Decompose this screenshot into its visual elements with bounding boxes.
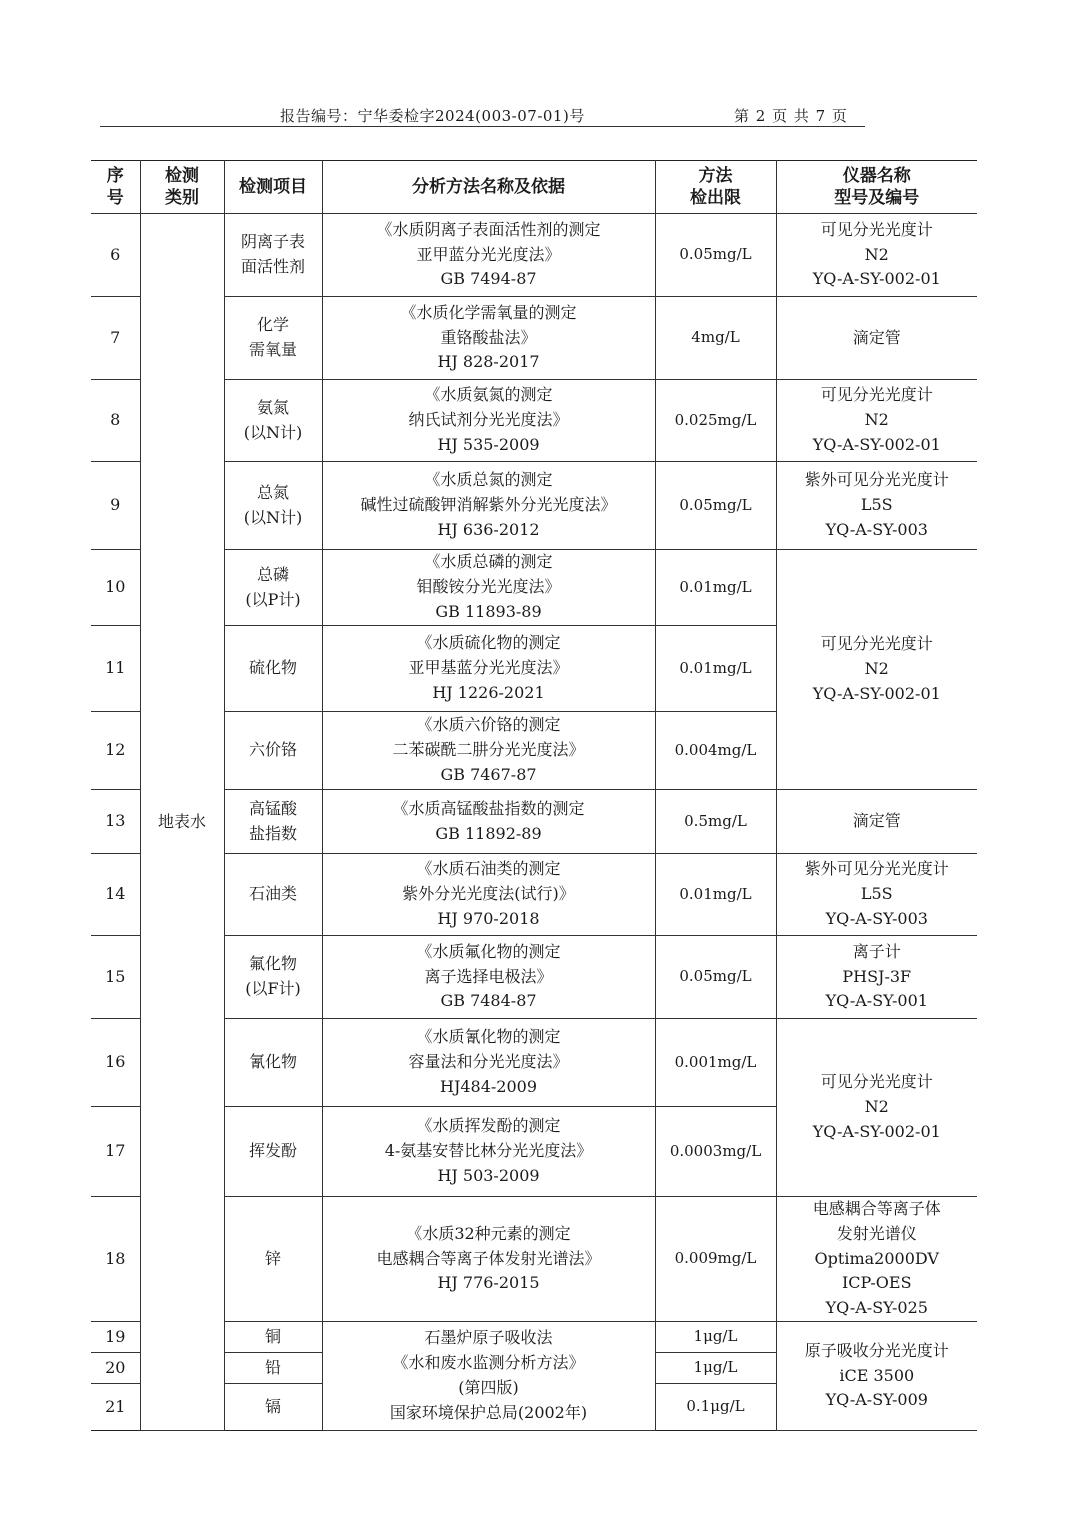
cell-method-line: 钼酸铵分光光度法》	[416, 577, 561, 597]
cell-item-line: 需氧量	[248, 340, 297, 359]
cell-limit: 0.009mg/L	[655, 1197, 776, 1322]
cell-item	[224, 854, 322, 936]
cell-no: 6	[91, 214, 140, 297]
cell-method-line: 4-氨基安替比林分光光度法》	[384, 1141, 593, 1161]
col-header-instrument-line: 仪器名称	[842, 165, 911, 186]
cell-item-line: 硫化物	[248, 658, 297, 678]
cell-instrument-line: YQ-A-SY-002-01	[812, 1121, 941, 1141]
cell-no: 8	[91, 380, 140, 462]
cell-category: 地表水	[140, 214, 224, 1431]
cell-no: 13	[91, 790, 140, 854]
cell-method	[322, 214, 655, 297]
cell-limit: 1μg/L	[655, 1352, 776, 1383]
cell-instrument-line: 滴定管	[852, 811, 901, 831]
cell-method-line: GB 11893-89	[435, 601, 542, 621]
col-header-item: 检测项目	[224, 161, 322, 214]
cell-item-line: 氟化物	[248, 954, 297, 974]
cell-item-line: 铅	[264, 1357, 281, 1377]
cell-instrument	[776, 790, 977, 854]
cell-item-line: 铜	[264, 1326, 281, 1346]
test-methods-table	[91, 160, 977, 1431]
table-row	[91, 214, 977, 297]
cell-item-line: 盐指数	[248, 823, 297, 843]
table-row	[91, 462, 977, 550]
cell-instrument-line: 发射光谱仪	[836, 1223, 917, 1243]
cell-method-line: 《水质总氮的测定	[424, 470, 553, 490]
cell-method	[322, 790, 655, 854]
cell-no: 20	[91, 1352, 140, 1383]
cell-instrument-line: 离子计	[852, 941, 901, 961]
cell-method-line: 亚甲蓝分光光度法》	[416, 244, 561, 264]
cell-item-line: 面活性剂	[240, 257, 305, 276]
cell-item	[224, 214, 322, 297]
col-header-no-line: 序	[106, 165, 124, 186]
cell-method-line: HJ 970-2018	[437, 908, 540, 928]
cell-limit: 0.0003mg/L	[655, 1107, 776, 1197]
cell-method-line: HJ 828-2017	[437, 352, 540, 372]
cell-item	[224, 462, 322, 550]
cell-instrument-line: N2	[864, 244, 889, 264]
cell-item-line: 氰化物	[248, 1052, 297, 1072]
col-header-instrument	[776, 161, 977, 214]
cell-no: 17	[91, 1107, 140, 1197]
cell-method-line: 电感耦合等离子体发射光谱法》	[376, 1248, 601, 1268]
table-row	[91, 790, 977, 854]
col-header-no	[91, 161, 140, 214]
cell-instrument	[776, 380, 977, 462]
cell-method-line: 亚甲基蓝分光光度法》	[408, 658, 569, 678]
cell-instrument	[776, 550, 977, 790]
cell-method-line: 离子选择电极法》	[424, 966, 553, 986]
cell-instrument-line: 电感耦合等离子体	[812, 1199, 941, 1218]
cell-method	[322, 854, 655, 936]
cell-instrument	[776, 462, 977, 550]
cell-item	[224, 626, 322, 712]
cell-instrument-line: YQ-A-SY-025	[825, 1298, 928, 1318]
cell-instrument-line: 滴定管	[852, 327, 901, 347]
cell-method-line: 纳氏试剂分光光度法》	[408, 410, 569, 430]
cell-instrument-line: 紫外可见分光光度计	[804, 470, 949, 490]
col-header-category	[140, 161, 224, 214]
cell-limit: 0.1μg/L	[655, 1383, 776, 1430]
page-indicator: 第 2 页 共 7 页	[734, 107, 848, 125]
header-row	[91, 161, 977, 214]
cell-instrument-line: PHSJ-3F	[842, 966, 912, 986]
col-header-limit	[655, 161, 776, 214]
col-header-no-line: 号	[106, 188, 124, 208]
cell-method-line: 国家环境保护总局(2002年)	[389, 1402, 588, 1422]
cell-instrument-line: Optima2000DV	[814, 1248, 939, 1268]
report-number: 报告编号：宁华委检字2024(003-07-01)号	[280, 107, 585, 125]
table-row	[91, 1019, 977, 1107]
cell-item	[224, 712, 322, 790]
cell-item-line: (以P计)	[245, 589, 301, 609]
report-header	[100, 104, 865, 127]
cell-item-line: 锌	[264, 1248, 281, 1268]
cell-limit: 0.001mg/L	[655, 1019, 776, 1107]
cell-item-line: 六价铬	[248, 740, 297, 760]
cell-method-line: HJ 535-2009	[437, 434, 540, 454]
cell-method-line: 紫外分光光度法(试行)》	[402, 884, 575, 904]
cell-method-line: 《水质氟化物的测定	[416, 941, 561, 961]
cell-instrument-line: 原子吸收分光光度计	[804, 1340, 949, 1360]
cell-instrument	[776, 936, 977, 1019]
cell-method-line: GB 7494-87	[440, 269, 537, 289]
cell-method	[322, 1321, 655, 1430]
cell-method	[322, 380, 655, 462]
cell-limit: 0.05mg/L	[655, 462, 776, 550]
cell-method-line: 《水质32种元素的测定	[406, 1223, 571, 1243]
cell-instrument-line: 可见分光光度计	[820, 219, 933, 239]
cell-method-line: 《水质六价铬的测定	[416, 715, 561, 735]
cell-item	[224, 1352, 322, 1383]
cell-method-line: 《水质高锰酸盐指数的测定	[392, 798, 585, 818]
cell-method-line: 重铬酸盐法》	[440, 327, 537, 347]
cell-method-line: HJ 776-2015	[437, 1273, 540, 1293]
col-header-instrument-line: 型号及编号	[834, 188, 920, 208]
cell-instrument	[776, 854, 977, 936]
cell-item	[224, 380, 322, 462]
table-row	[91, 1197, 977, 1322]
col-header-limit-line: 检出限	[690, 188, 741, 208]
cell-method-line: 《水质氰化物的测定	[416, 1027, 561, 1047]
cell-method-line: HJ 636-2012	[437, 519, 540, 539]
cell-method	[322, 1197, 655, 1322]
cell-item	[224, 550, 322, 626]
cell-instrument	[776, 1321, 977, 1430]
cell-item	[224, 1019, 322, 1107]
cell-method-line: HJ 503-2009	[437, 1165, 540, 1185]
cell-item	[224, 1107, 322, 1197]
cell-method-line: 《水质阴离子表面活性剂的测定	[376, 219, 601, 239]
table-row	[91, 1321, 977, 1352]
table-row	[91, 550, 977, 626]
col-header-category-line: 检测	[165, 165, 199, 186]
cell-limit: 0.5mg/L	[655, 790, 776, 854]
cell-no: 14	[91, 854, 140, 936]
cell-method-line: GB 7467-87	[440, 764, 537, 784]
cell-item-line: 化学	[256, 315, 289, 335]
cell-instrument-line: iCE 3500	[839, 1365, 915, 1385]
cell-instrument-line: N2	[864, 1097, 889, 1117]
cell-method-line: 碱性过硫酸钾消解紫外分光光度法》	[360, 495, 617, 515]
cell-method	[322, 462, 655, 550]
cell-instrument-line: YQ-A-SY-002-01	[812, 269, 941, 289]
cell-method	[322, 712, 655, 790]
cell-instrument-line: YQ-A-SY-003	[825, 519, 928, 539]
cell-item	[224, 297, 322, 380]
cell-no: 12	[91, 712, 140, 790]
col-header-category-line: 类别	[165, 188, 199, 208]
cell-limit: 0.025mg/L	[655, 380, 776, 462]
cell-item	[224, 1321, 322, 1352]
cell-instrument-line: YQ-A-SY-003	[825, 908, 928, 928]
cell-item-line: 总氮	[256, 482, 289, 502]
cell-item-line: 石油类	[248, 884, 297, 904]
cell-item-line: 挥发酚	[248, 1141, 297, 1161]
cell-item	[224, 1383, 322, 1430]
cell-limit: 0.05mg/L	[655, 936, 776, 1019]
cell-limit: 0.05mg/L	[655, 214, 776, 297]
cell-instrument-line: 紫外可见分光光度计	[804, 859, 949, 879]
cell-instrument	[776, 1019, 977, 1197]
cell-method-line: 《水质总磷的测定	[424, 552, 553, 572]
cell-instrument-line: YQ-A-SY-001	[825, 991, 928, 1011]
table-row	[91, 936, 977, 1019]
cell-item	[224, 1197, 322, 1322]
cell-item-line: 高锰酸	[248, 798, 297, 818]
cell-item-line: 阴离子表	[240, 232, 305, 252]
table-row	[91, 297, 977, 380]
cell-method	[322, 1107, 655, 1197]
cell-method	[322, 1019, 655, 1107]
cell-item	[224, 936, 322, 1019]
cell-no: 7	[91, 297, 140, 380]
cell-no: 16	[91, 1019, 140, 1107]
cell-no: 18	[91, 1197, 140, 1322]
cell-instrument-line: YQ-A-SY-009	[825, 1390, 928, 1410]
cell-instrument-line: 可见分光光度计	[820, 634, 933, 654]
cell-no: 11	[91, 626, 140, 712]
cell-method	[322, 297, 655, 380]
cell-instrument-line: 可见分光光度计	[820, 385, 933, 405]
cell-method-line: 《水质硫化物的测定	[416, 633, 561, 653]
cell-instrument-line: ICP-OES	[841, 1273, 912, 1293]
cell-method-line: 石墨炉原子吸收法	[424, 1328, 553, 1348]
cell-instrument	[776, 1197, 977, 1322]
cell-item-line: 总磷	[256, 564, 289, 584]
cell-method-line: 《水质石油类的测定	[416, 859, 561, 879]
cell-method	[322, 626, 655, 712]
cell-item-line: (以N计)	[243, 422, 303, 442]
cell-no: 15	[91, 936, 140, 1019]
cell-instrument	[776, 297, 977, 380]
col-header-method: 分析方法名称及依据	[322, 161, 655, 214]
cell-item-line: (以N计)	[243, 507, 303, 527]
cell-instrument-line: YQ-A-SY-002-01	[812, 434, 941, 454]
cell-method	[322, 550, 655, 626]
cell-method-line: GB 11892-89	[435, 823, 542, 843]
cell-limit: 0.01mg/L	[655, 550, 776, 626]
cell-instrument-line: YQ-A-SY-002-01	[812, 683, 941, 703]
cell-limit: 4mg/L	[655, 297, 776, 380]
cell-method-line: 《水和废水监测分析方法》	[392, 1353, 585, 1373]
cell-no: 10	[91, 550, 140, 626]
cell-limit: 1μg/L	[655, 1321, 776, 1352]
cell-limit: 0.01mg/L	[655, 854, 776, 936]
cell-instrument-line: L5S	[860, 495, 893, 515]
cell-instrument-line: L5S	[860, 884, 893, 904]
table-row	[91, 380, 977, 462]
cell-method-line: 《水质化学需氧量的测定	[400, 302, 577, 322]
cell-instrument-line: 可见分光光度计	[820, 1072, 933, 1092]
cell-method-line: (第四版)	[458, 1377, 519, 1397]
cell-method-line: HJ 1226-2021	[432, 682, 545, 702]
cell-item-line: 镉	[264, 1396, 281, 1416]
cell-no: 9	[91, 462, 140, 550]
cell-no: 19	[91, 1321, 140, 1352]
cell-item	[224, 790, 322, 854]
cell-instrument-line: N2	[864, 659, 889, 679]
cell-no: 21	[91, 1383, 140, 1430]
cell-instrument-line: N2	[864, 410, 889, 430]
cell-method-line: GB 7484-87	[440, 991, 537, 1011]
cell-item-line: (以F计)	[245, 979, 301, 998]
cell-method-line: 容量法和分光光度法》	[408, 1052, 569, 1072]
cell-method-line: 《水质氨氮的测定	[424, 385, 553, 405]
cell-method-line: 二苯碳酰二肼分光光度法》	[392, 740, 585, 760]
cell-method-line: 《水质挥发酚的测定	[416, 1116, 561, 1136]
cell-method	[322, 936, 655, 1019]
cell-item-line: 氨氮	[256, 397, 289, 417]
table-row	[91, 854, 977, 936]
cell-limit: 0.004mg/L	[655, 712, 776, 790]
cell-limit: 0.01mg/L	[655, 626, 776, 712]
cell-method-line: HJ484-2009	[439, 1076, 538, 1096]
col-header-limit-line: 方法	[698, 165, 733, 186]
cell-instrument	[776, 214, 977, 297]
